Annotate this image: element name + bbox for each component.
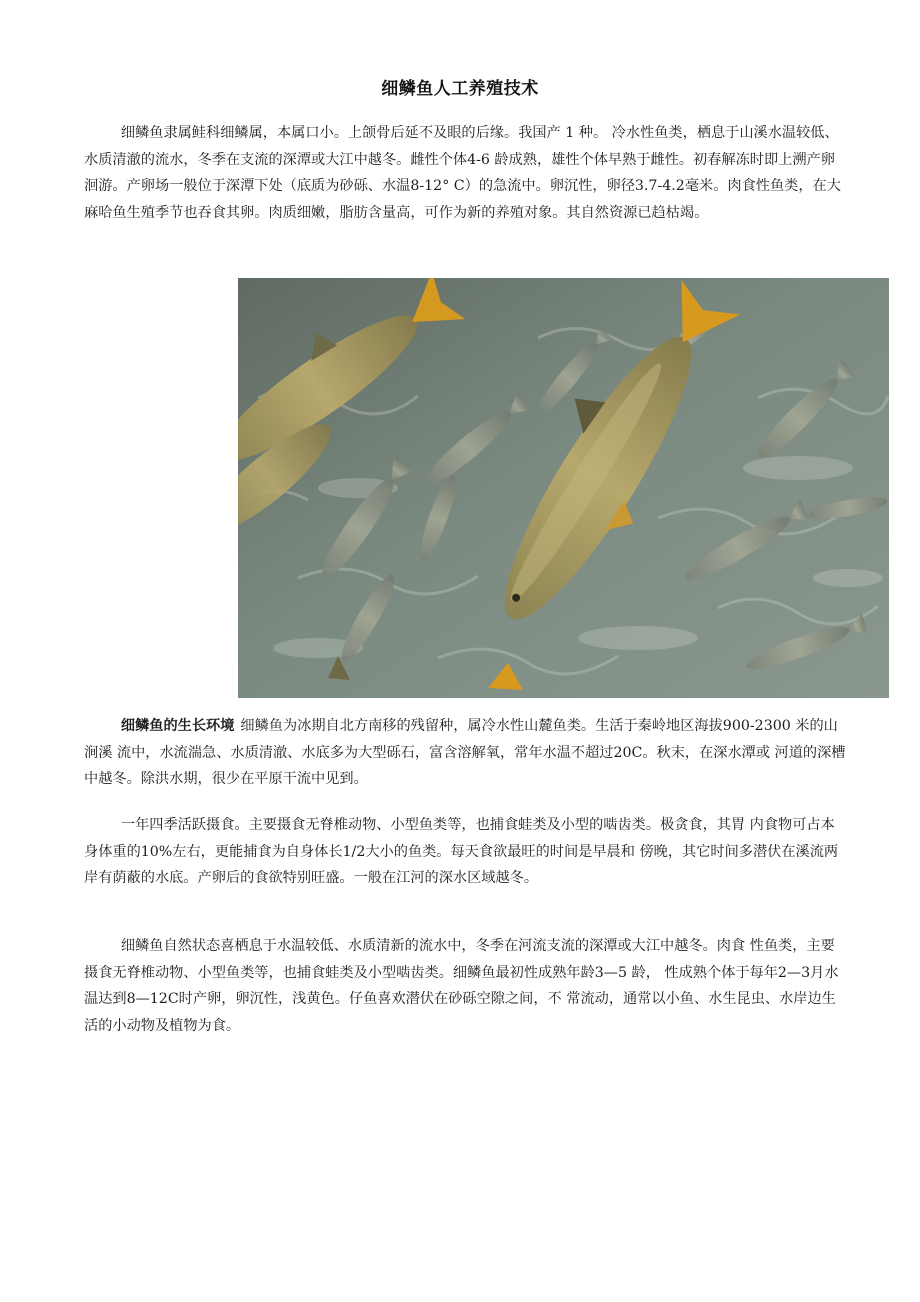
habitat-heading: 细鳞鱼的生长环境 [120, 718, 235, 734]
intro-paragraph: 细鳞鱼隶属鲑科细鳞属，本属口小。上颌骨后延不及眼的后缘。我国产 1 种。 冷水性鱼类，栖息于山溪水温较低、水质清澈的流水，冬季在支流的深潭或大江中越冬。雌性个体4-6 龄成熟，雄性个体早熟于雌性。初春解冻时即上溯产卵洄游。产卵场一般位于深潭下处（底质为砂砾、水温8-12° C）的急流中。卵沉性，卵径3.7-4.2毫米。肉食性鱼类，在大麻哈鱼生殖季节也吞食其卵。肉质细嫩，脂肪含量高，可作为新的养殖对象。其自然资源已趋枯竭。 [84, 125, 841, 221]
feeding-paragraph: 一年四季活跃摄食。主要摄食无脊椎动物、小型鱼类等，也捕食蛙类及小型的啮齿类。极贪食，其胃 内食物可占本身体重的10%左右，更能捕食为自身体长1/2大小的鱼类。每天食欲最旺的时间是早晨和 傍晚，其它时间多潜伏在溪流两岸有荫蔽的水底。产卵后的食欲特别旺盛。一般在江河的深水区域越冬。 [84, 817, 839, 886]
fish-illustration [238, 278, 889, 698]
habitat-paragraph [84, 713, 846, 793]
fish-in-stream-photo [238, 278, 889, 698]
biology-paragraph: 细鳞鱼自然状态喜栖息于水温较低、水质清新的流水中，冬季在河流支流的深潭或大江中越冬。肉食 性鱼类，主要摄食无脊椎动物、小型鱼类等，也捕食蛙类及小型啮齿类。细鳞鱼最初性成熟年龄3—5 龄， 性成熟个体于每年2—3月水温达到8—12C时产卵，卵沉性，浅黄色。仔鱼喜欢潜伏在砂砾空隙之间，不 常流动，通常以小鱼、水生昆虫、水岸边生活的小动物及植物为食。 [84, 938, 839, 1034]
page-title: 细鳞鱼人工养殖技术 [381, 79, 539, 99]
habitat-text: 细鳞鱼为冰期自北方南移的残留种，属冷水性山麓鱼类。生活于秦岭地区海拔900-2300 米的山涧溪 流中，水流湍急、水质清澈、水底多为大型砾石，富含溶解氧，常年水温不超过20C。秋末，在深水潭或 河道的深槽中越冬。除洪水期，很少在平原干流中见到。 [84, 718, 846, 787]
